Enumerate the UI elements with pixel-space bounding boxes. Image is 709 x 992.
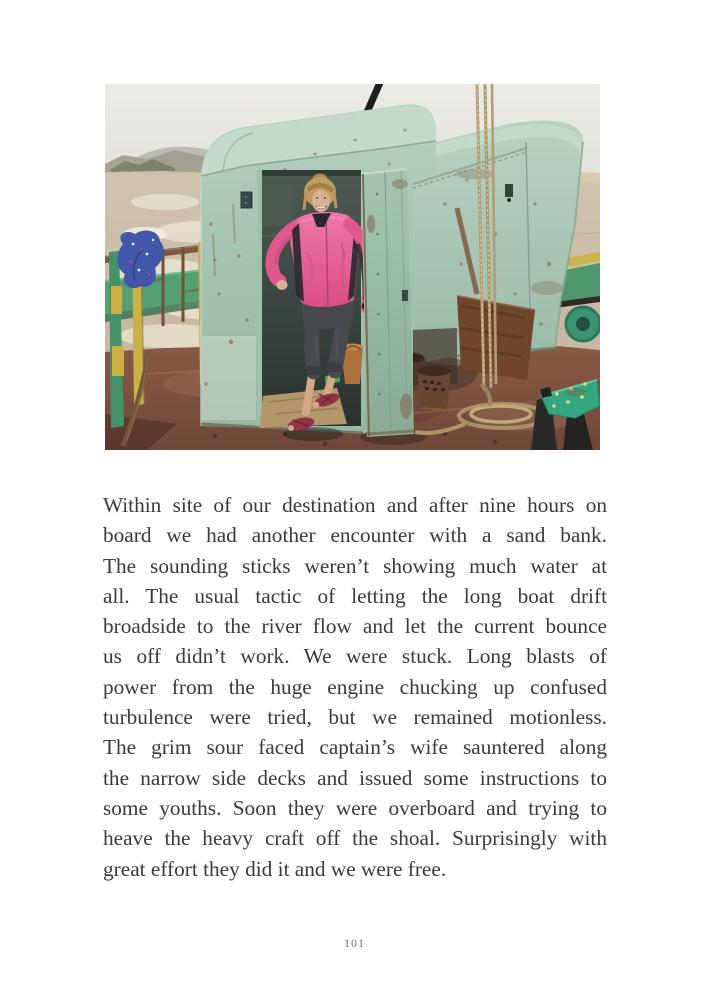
paragraph-line: board we had another encounter with a sand bank. [103, 523, 607, 548]
paragraph-line: Within site of our destination and after nine hours on [103, 493, 607, 517]
paragraph-line: broadside to the river flow and let the current bounce [103, 614, 607, 639]
paragraph-line: some youths. Soon they were overboard and trying to [103, 795, 607, 820]
paragraph-line: The sounding sticks weren’t showing much water at [103, 553, 607, 578]
paragraph-line: us off didn’t work. We were stuck. Long blasts of [103, 644, 607, 669]
paragraph-line: turbulence were tried, but we remained motionless. [103, 705, 607, 730]
paragraph-line: heave the heavy craft off the shoal. Surprisingly with [103, 826, 607, 851]
body-paragraph [103, 490, 607, 884]
paragraph-line: great effort they did it and we were free. [103, 856, 447, 881]
paragraph-line: power from the huge engine chucking up confused [103, 674, 607, 699]
paragraph-line: all. The usual tactic of letting the long boat drift [103, 583, 607, 608]
boat-photo [105, 84, 600, 450]
boat-photo-illustration [105, 84, 600, 450]
page-number: 101 [344, 936, 365, 950]
paragraph-line: The grim sour faced captain’s wife sauntered along [103, 735, 607, 760]
paragraph-line: the narrow side decks and issued some instructions to [103, 765, 607, 790]
